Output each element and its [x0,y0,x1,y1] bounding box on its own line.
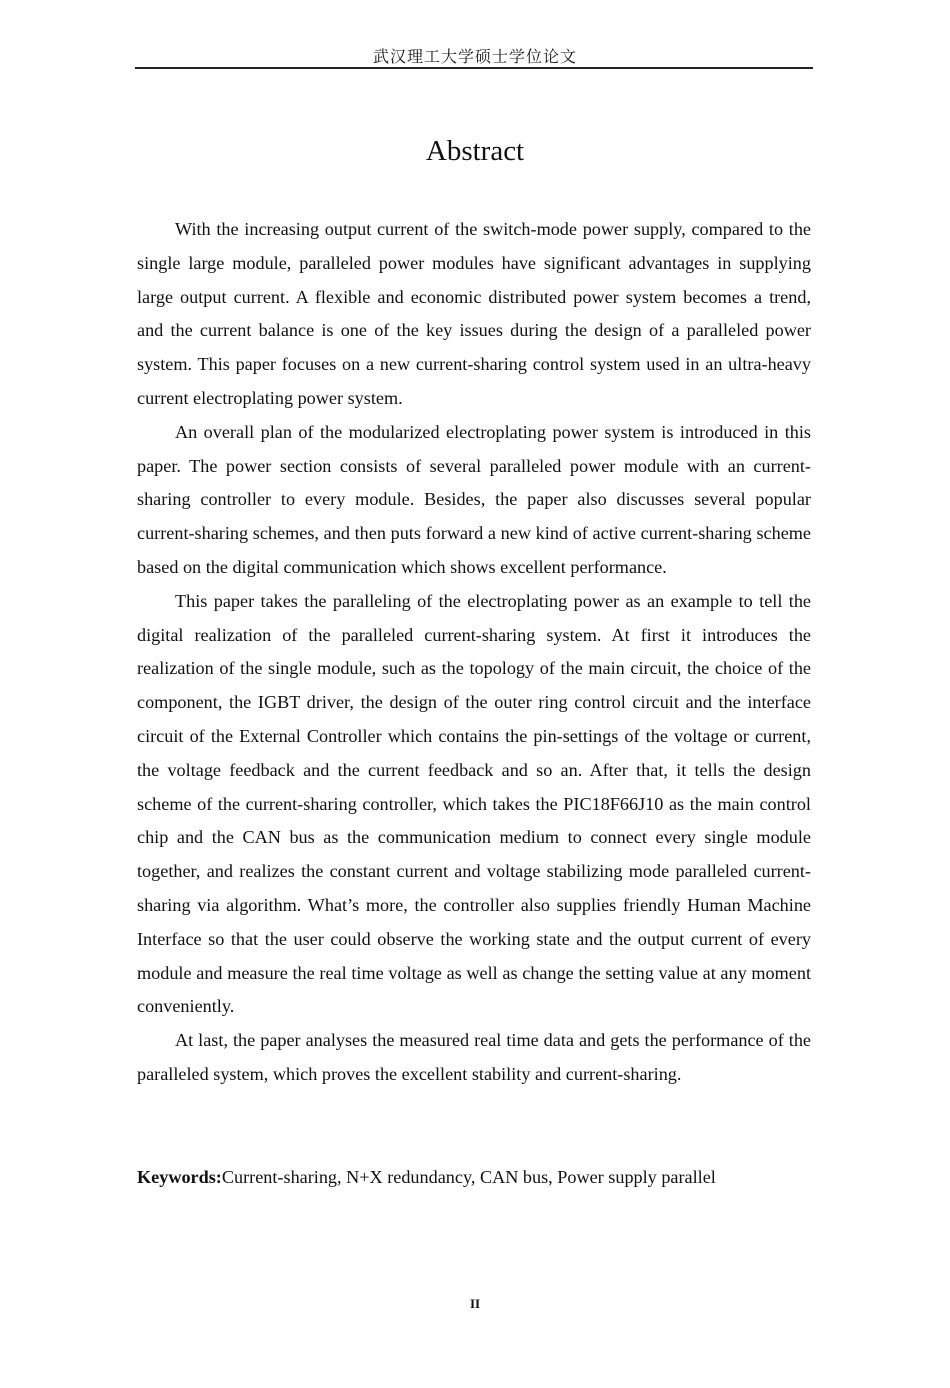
page-number: II [469,1296,481,1311]
keywords-line [137,1162,811,1192]
abstract-title: Abstract [425,135,525,167]
keywords-label: Keywords: [137,1167,222,1187]
header-title: 武汉理工大学硕士学位论文 [372,49,577,66]
paragraph-1: With the increasing output current of the switch-mode power supply, compared to the single large module, paralleled power modules have significant advantages in supplying large output current. A flexible and economic distributed power system becomes a trend, and the current balance is one of the key issues during the design of a paralleled power system. This paper focuses on a new current-sharing control system used in an ultra-heavy current electroplating power system. [137,219,811,408]
paragraph-4: At last, the paper analyses the measured real time data and gets the performance of the paralleled system, which proves the excellent stability and current-sharing. [137,1030,811,1084]
paragraph-3: This paper takes the paralleling of the electroplating power as an example to tell the digital realization of the paralleled current-sharing system. At first it introduces the realization of the single module, such as the topology of the main circuit, the choice of the component, the IGBT driver, the design of the outer ring control circuit and the interface circuit of the External Controller which contains the pin-settings of the voltage or current, the voltage feedback and the current feedback and so an. After that, it tells the design scheme of the current-sharing controller, which takes the PIC18F66J10 as the main control chip and the CAN bus as the communication medium to connect every single module together, and realizes the constant current and voltage stabilizing mode paralleled current-sharing via algorithm. What’s more, the controller also supplies friendly Human Machine Interface so that the user could observe the working state and the output current of every module and measure the real time voltage as well as change the setting value at any moment conveniently. [137,590,811,1017]
abstract-body [137,213,811,1092]
header-rule [135,67,813,69]
paragraph-2: An overall plan of the modularized electroplating power system is introduced in this paper. The power section consists of several paralleled power module with an current-sharing controller to every module. Besides, the paper also discusses several popular current-sharing schemes, and then puts forward a new kind of active current-sharing scheme based on the digital communication which shows excellent performance. [137,421,811,577]
keywords-text: Current-sharing, N+X redundancy, CAN bus, Power supply parallel [221,1167,716,1187]
